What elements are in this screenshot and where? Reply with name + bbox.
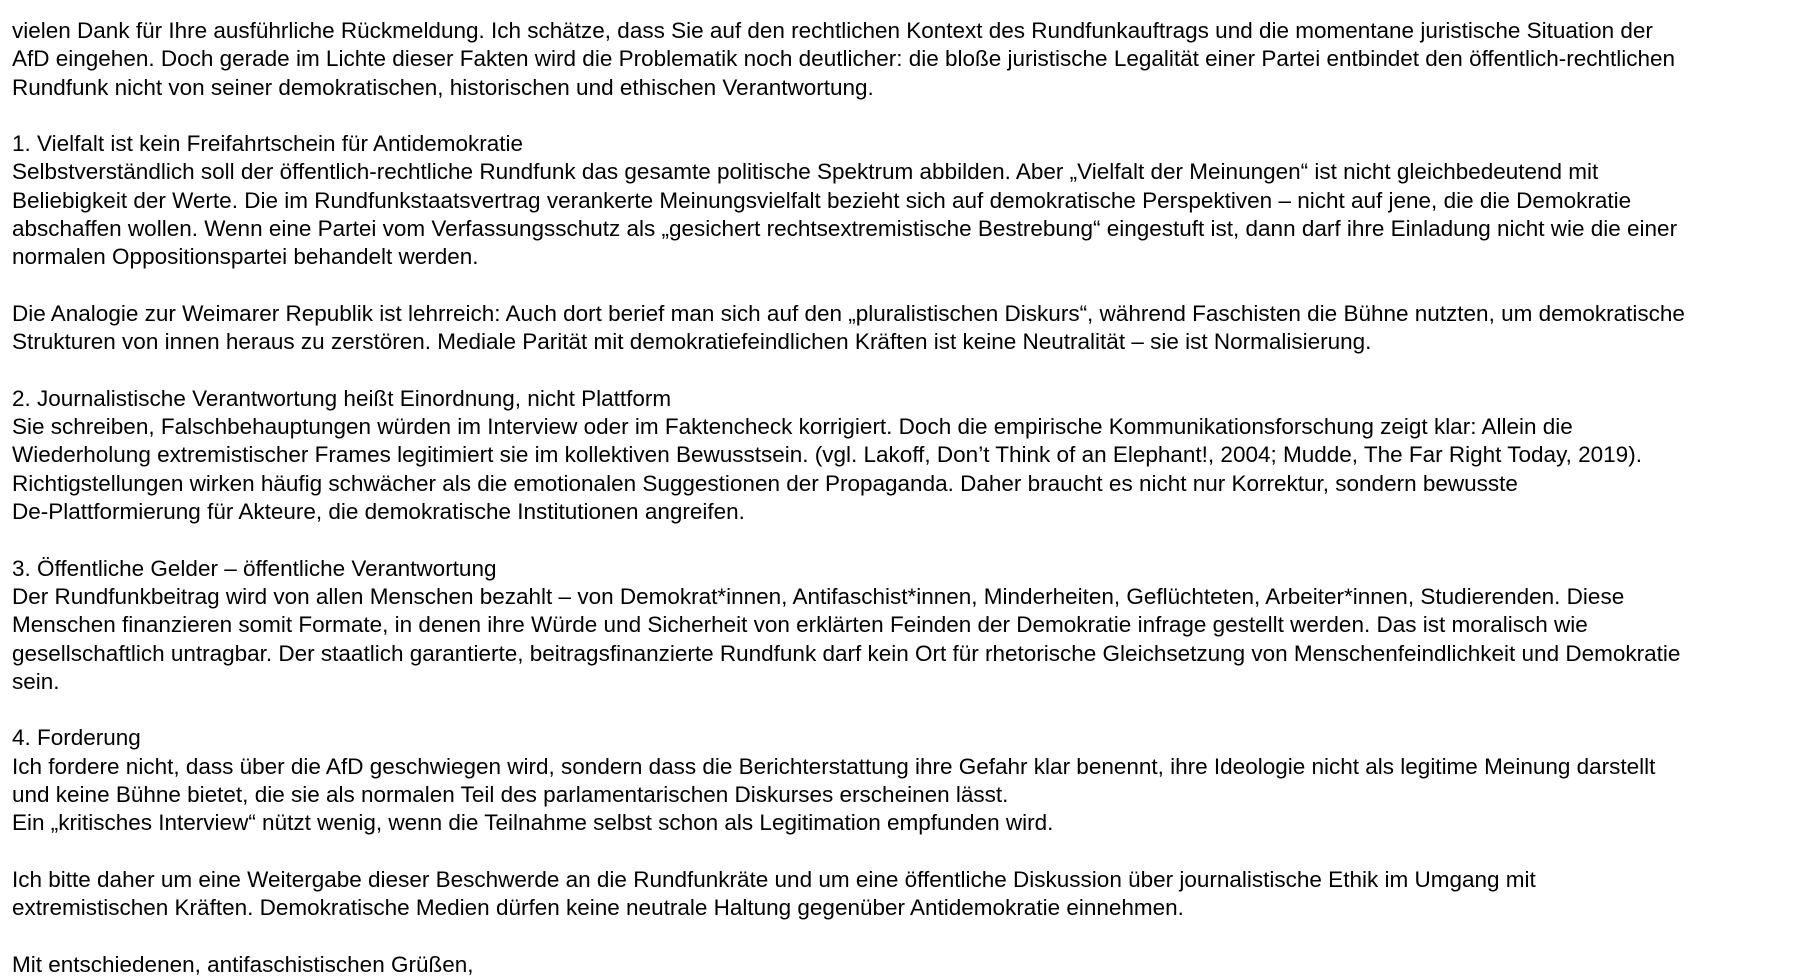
section-4-heading: 4. Forderung — [12, 725, 141, 751]
paragraph-gap — [12, 357, 1812, 385]
paragraph-gap — [12, 696, 1812, 724]
paragraph-gap — [12, 838, 1812, 866]
section-1-paragraph-2: Die Analogie zur Weimarer Republik ist lehrreich: Auch dort berief man sich auf den „pluralistischen Diskurs“, während Faschisten die Bühne nutzten, um demokratische Strukturen von innen heraus zu zerstören. Mediale Parität mit demokratiefeindlichen Kräften ist keine Neutralität – sie ist Normalisierung. — [12, 300, 1685, 355]
sign-off: Mit entschiedenen, antifaschistischen Grüßen, — [12, 951, 474, 977]
letter-body — [12, 17, 1812, 979]
paragraph-gap — [12, 272, 1812, 300]
section-4-paragraph: Ich fordere nicht, dass über die AfD geschwiegen wird, sondern dass die Berichterstattung ihre Gefahr klar benennt, ihre Ideologie nicht als legitime Meinung darstellt und keine Bühne bietet, die sie als normalen Teil des parlamentarischen Diskurses erscheinen lässt. Ein „kritisches Interview“ nützt wenig, wenn die Teilnahme selbst schon als Legitimation empfunden wird. — [12, 753, 1656, 836]
paragraph-gap — [12, 923, 1812, 951]
section-2-paragraph: Sie schreiben, Falschbehauptungen würden im Interview oder im Faktencheck korrigiert. Doch die empirische Kommunikationsforschung zeigt klar: Allein die Wiederholung extremistischer Frames legitimiert sie im kollektiven Bewusstsein. (vgl. Lakoff, Don’t Think of an Elephant!, 2004; Mudde, The Far Right Today, 2019). Richtigstellungen wirken häufig schwächer als die emotionalen Suggestionen der Propaganda. Daher braucht es nicht nur Korrektur, sondern bewusste De-Plattformierung für Akteure, die demokratische Institutionen angreifen. — [12, 414, 1642, 525]
section-3-paragraph: Der Rundfunkbeitrag wird von allen Menschen bezahlt – von Demokrat*innen, Antifaschist*innen, Minderheiten, Geflüchteten, Arbeiter*innen, Studierenden. Diese Menschen finanzieren somit Formate, in denen ihre Würde und Sicherheit von erklärten Feinden der Demokratie infrage gestellt werden. Das ist moralisch wie gesellschaftlich untragbar. Der staatlich garantierte, beitragsfinanzierte Rundfunk darf kein Ort für rhetorische Gleichsetzung von Menschenfeindlichkeit und Demokratie sein. — [12, 583, 1681, 694]
section-3-heading: 3. Öffentliche Gelder – öffentliche Verantwortung — [12, 555, 497, 581]
paragraph-gap — [12, 102, 1812, 130]
section-2-heading: 2. Journalistische Verantwortung heißt Einordnung, nicht Plattform — [12, 385, 672, 411]
section-1-paragraph: Selbstverständlich soll der öffentlich-rechtliche Rundfunk das gesamte politische Spektrum abbilden. Aber „Vielfalt der Meinungen“ ist nicht gleichbedeutend mit Beliebigkeit der Werte. Die im Rundfunkstaatsvertrag verankerte Meinungsvielfalt bezieht sich auf demokratische Perspektiven – nicht auf jene, die die Demokratie abschaffen wollen. Wenn eine Partei vom Verfassungsschutz als „gesichert rechtsextremistische Bestrebung“ eingestuft ist, dann darf ihre Einladung nicht wie die einer normalen Oppositionspartei behandelt werden. — [12, 159, 1678, 270]
closing-request-paragraph: Ich bitte daher um eine Weitergabe dieser Beschwerde an die Rundfunkräte und um eine öffentliche Diskussion über journalistische Ethik im Umgang mit extremistischen Kräften. Demokratische Medien dürfen keine neutrale Haltung gegenüber Antidemokratie einnehmen. — [12, 866, 1536, 921]
paragraph-gap — [12, 526, 1812, 554]
intro-paragraph: vielen Dank für Ihre ausführliche Rückmeldung. Ich schätze, dass Sie auf den rechtlichen Kontext des Rundfunkauftrags und die momentane juristische Situation der AfD eingehen. Doch gerade im Lichte dieser Fakten wird die Problematik noch deutlicher: die bloße juristische Legalität einer Partei entbindet den öffentlich-rechtlichen Rundfunk nicht von seiner demokratischen, historischen und ethischen Verantwortung. — [12, 18, 1676, 100]
section-1-heading: 1. Vielfalt ist kein Freifahrtschein für Antidemokratie — [12, 131, 524, 157]
